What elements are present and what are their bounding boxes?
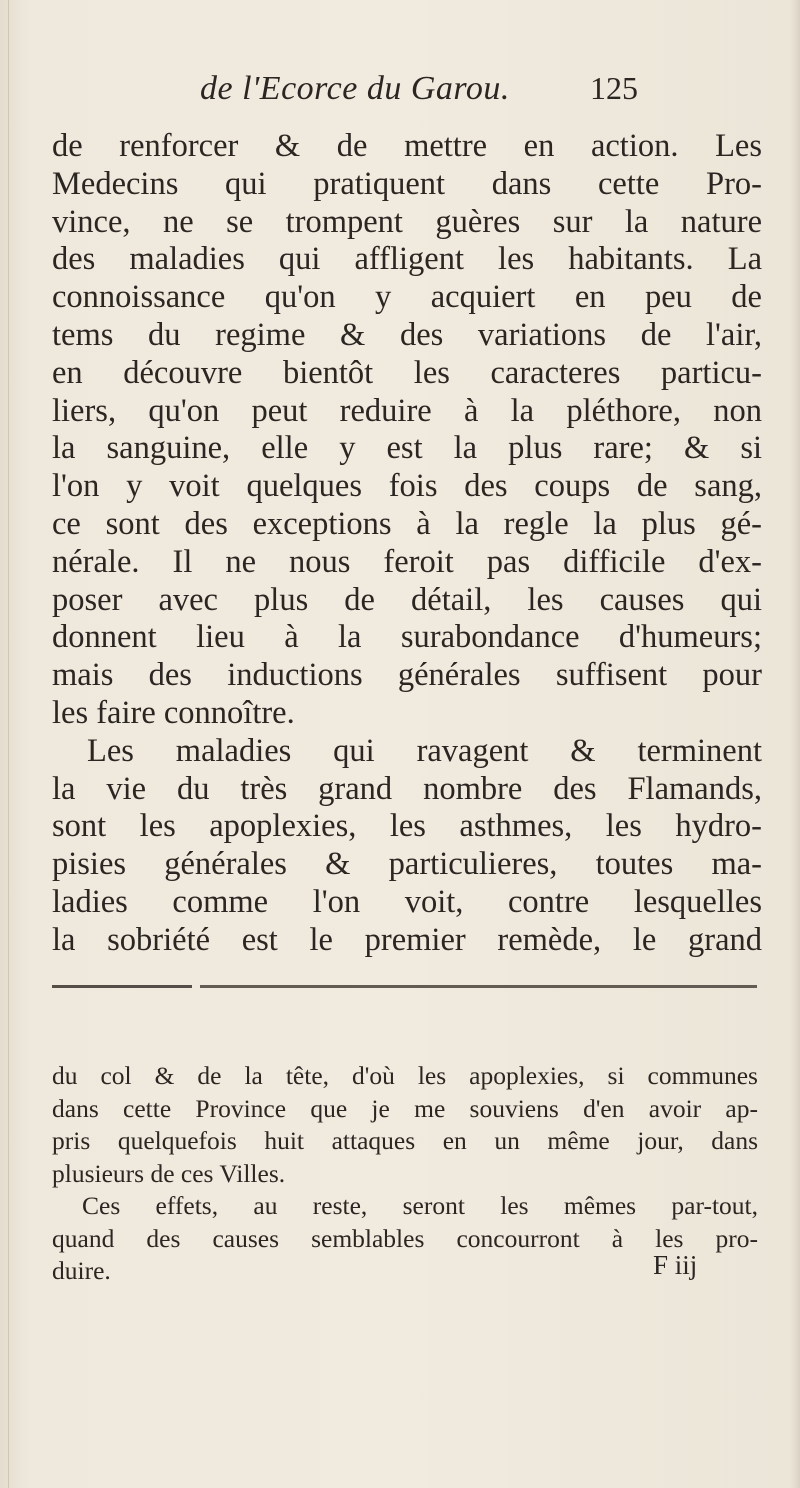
text-line: tems du regime & des variations de l'air, — [52, 316, 762, 353]
text-line: la sobriété est le premier remède, le grand — [52, 921, 762, 958]
text-line: Medecins qui pratiquent dans cette Pro- — [52, 165, 762, 202]
text-line: la sanguine, elle y est la plus rare; & si — [52, 430, 762, 467]
text-line: ladies comme l'on voit, contre lesquelles — [52, 883, 762, 920]
text-line: Les maladies qui ravagent & terminent — [87, 732, 762, 769]
text-line: en découvre bientôt les caracteres particu- — [52, 354, 762, 391]
text-line: ce sont des exceptions à la regle la plus gé- — [52, 505, 762, 542]
footnote-line: plusieurs de ces Villes. — [52, 1158, 286, 1188]
footnote-line: pris quelquefois huit attaques en un même jour, dans — [52, 1126, 758, 1155]
footnote-line: duire. — [52, 1256, 111, 1285]
footnote-line: du col & de la tête, d'où les apoplexies, si communes — [52, 1061, 758, 1090]
text-line: poser avec plus de détail, les causes qui — [52, 581, 762, 618]
text-line: mais des inductions générales suffisent pour — [52, 657, 762, 694]
text-line: pisies générales & particulieres, toutes ma- — [52, 846, 762, 883]
footnote-line: Ces effets, au reste, seront les mêmes par-tout, — [82, 1191, 758, 1220]
footnote-line: dans cette Province que je me souviens d'en avoir ap- — [52, 1093, 758, 1123]
text-line: des maladies qui affligent les habitants. La — [52, 241, 762, 278]
text-line: les faire connoître. — [52, 694, 295, 731]
text-line: connoissance qu'on y acquiert en peu de — [52, 279, 762, 316]
text-line: donnent lieu à la surabondance d'humeurs; — [52, 619, 762, 656]
text-line: la vie du très grand nombre des Flamands, — [52, 770, 762, 807]
text-line: de renforcer & de mettre en action. Les — [52, 128, 762, 164]
running-title: de l'Ecorce du Garou. — [200, 70, 510, 107]
text-line: vince, ne se trompent guères sur la nature — [52, 203, 762, 240]
signature-mark: F iij — [653, 1250, 698, 1280]
main-text-block — [52, 128, 762, 960]
text-line: liers, qu'on peut reduire à la pléthore, non — [52, 392, 762, 429]
page-number: 125 — [590, 70, 638, 106]
text-line: sont les apoplexies, les asthmes, les hydro- — [52, 808, 762, 845]
page-header — [200, 70, 638, 114]
text-line: nérale. Il ne nous feroit pas difficile d'ex- — [52, 543, 762, 580]
footnote-divider — [52, 985, 757, 988]
footnote-line: quand des causes semblables concourront à les pro- — [52, 1223, 758, 1253]
page-edge-shadow — [8, 0, 9, 1488]
text-line: l'on y voit quelques fois des coups de sang, — [52, 468, 762, 505]
